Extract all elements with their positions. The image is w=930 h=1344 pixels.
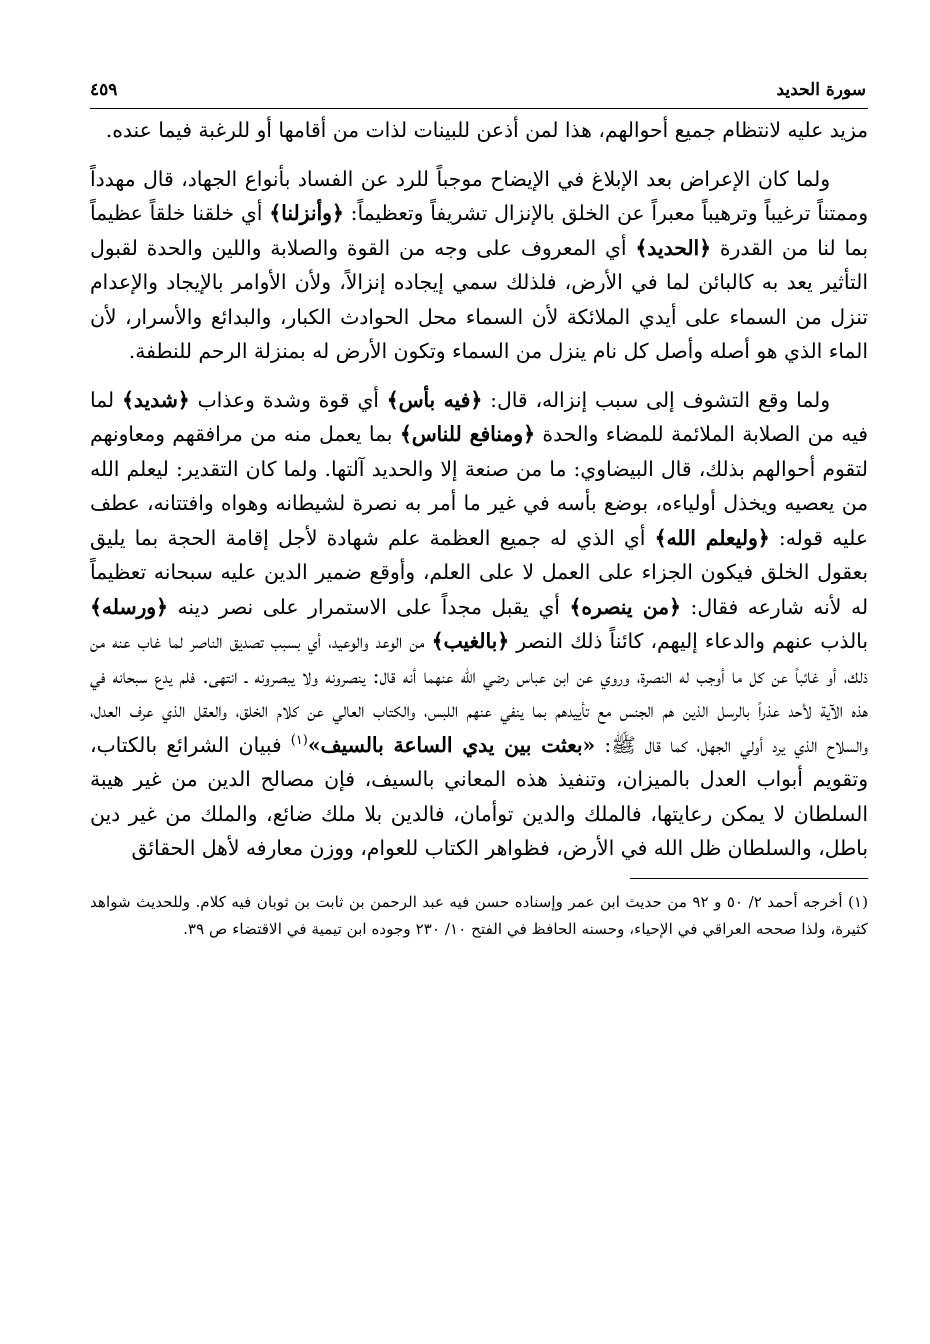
footnote-ref[interactable]: (١) <box>290 732 308 748</box>
text-run: أي يقبل مجداً على الاستمرار على نصر دينه <box>167 594 570 619</box>
page-number: ٤٥٩ <box>90 80 118 100</box>
sura-title: سورة الحديد <box>776 80 866 100</box>
quran-quote: ﴿ورسله﴾ <box>90 594 168 619</box>
paragraph-3 <box>90 383 868 866</box>
hadith-quote: «بعثت بين يدي الساعة بالسيف» <box>307 732 596 757</box>
text-run: بالذب عنهم والدعاء إليهم، كائناً ذلك النصر <box>509 629 868 653</box>
running-header <box>90 68 868 109</box>
main-text <box>90 113 868 866</box>
quran-quote: ﴿ومنافع للناس﴾ <box>399 422 535 446</box>
paragraph-1 <box>90 113 868 148</box>
quran-quote: ﴿الحديد﴾ <box>635 235 712 260</box>
text-run: أي الذي له جميع العظمة علم شهادة لأجل إقامة الحجة بما يليق بعقول الخلق فيكون الجزاء على العمل لا على العلم، وأوقع ضمير الدين عليه سبحانه تعظيماً له لأنه شارعه فقال: <box>90 525 868 619</box>
quran-quote: ﴿وليعلم الله﴾ <box>654 525 770 550</box>
quran-quote: ﴿بالغيب﴾ <box>431 629 510 653</box>
text-run: ولما كان الإعراض بعد الإبلاغ في الإيضاح موجباً للرد عن الفساد بأنواع الجهاد، قال مهدداً وممتناً ترغيباً وترهيباً معبراً عن الخلق بالإنزال تشريفاً وتعظيماً: <box>90 166 869 225</box>
footnote-divider <box>630 878 868 879</box>
quran-quote: ﴿شديد﴾ <box>121 387 190 412</box>
paragraph-2 <box>90 162 868 369</box>
text-run: لما فيه من الصلابة الملائمة للمضاء والحدة <box>90 387 868 446</box>
text-run: أي قوة وشدة وعذاب <box>189 387 387 412</box>
footnote: (١) أخرجه أحمد ٢/ ٥٠ و ٩٢ من حديث ابن عمر وإسناده حسن فيه عبد الرحمن بن ثابت بن ثوبان فيه كلام. وللحديث شواهد كثيرة، ولذا صححه العراقي في الإحياء، وحسنه الحافظ في الفتح ١٠/ ٢٣٠ وجوده ابن تيمية في الاقتضاء ص ٣٩. <box>90 892 868 938</box>
quran-quote: ﴿فيه بأس﴾ <box>386 387 483 412</box>
text-run: ولما وقع التشوف إلى سبب إنزاله، قال: <box>482 387 830 412</box>
text-run: أي المعروف على وجه من القوة والصلابة واللين والحدة لقبول التأثير يعد به كالبائن لما في الأرض، فلذلك سمي إيجاده إنزالاً، ولأن الأوامر بالإيجاد والإعدام تنزل من السماء على أيدي الملائكة لأن السماء محل الحوادث الكبار، والبدائع والأسرار، لأن الماء الذي هو أصله وأصل كل نام ينزل من السماء وتكون الأرض له بمنزلة الرحم للنطفة. <box>90 235 868 363</box>
quran-quote: ﴿وأنزلنا﴾ <box>269 201 344 225</box>
text-run: أي خلقنا خلقاً عظيماً بما لنا من القدرة <box>90 201 868 260</box>
text-run: فبيان الشرائع بالكتاب، وتقويم أبواب العدل بالميزان، وتنفيذ هذه المعاني بالسيف، فإن مصالح الدين من غير هيبة السلطان لا يمكن رعايتها، فالملك والدين توأمان، فالدين بلا ملك ضائع، والملك من غير دين باطل، والسلطان ظل الله في الأرض، فظواهر الكتاب للعوام، ووزن معارفه لأهل الحقائق <box>90 732 868 860</box>
book-page <box>90 68 868 943</box>
text-run: بما يعمل منه من مرافقهم ومعاونهم لتقوم أحوالهم بذلك، قال البيضاوي: ما من صنعة إلا والحديد آلتها. ولما كان التقدير: ليعلم الله من يعصيه ويخذل أولياءه، بوضع بأسه في غير ما أمر به نصرة لشيطانه وهواه وافتتانه، عطف عليه قوله: <box>90 422 868 550</box>
text-run: مزيد عليه لانتظام جميع أحوالهم، هذا لمن أذعن للبينات لذات من أقامها أو للرغبة فيما عنده. <box>105 118 868 142</box>
text-run: من الوعد والوعيد، أي بسبب تصديق الناصر لما غاب عنه من ذلك، أو غائباً عن كل ما أوجب له النصرة، وروي عن ابن عباس رضي الله عنهما أنه قال: ينصرونه ولا يبصرونه ـ انتهى. فلم يدع سبحانه في هذه الآية لأحد عذراً بالرسل الذين هم الجنس مع تأييدهم بما ينفي عنهم اللبس، والكتاب العالي عن كلام الخلق، والعقل الذي عرف العدل، والسلاح الذي يرد أولي الجهل، كما قال ﷺ: <box>90 629 868 757</box>
quran-quote: ﴿من ينصره﴾ <box>569 594 681 619</box>
